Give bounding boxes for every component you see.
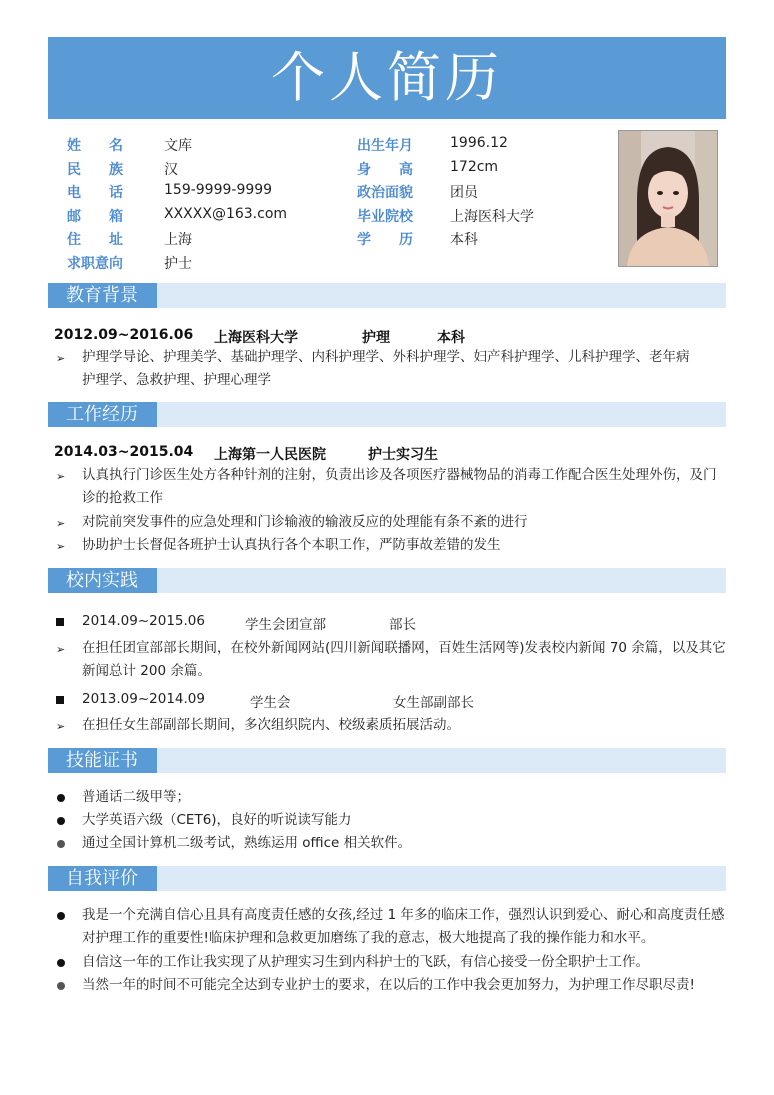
info-label: 电 话 (67, 185, 123, 201)
section-title: 教育背景 (48, 283, 157, 308)
info-value: XXXXX@163.com (164, 206, 288, 222)
info-label: 毕业院校 (357, 209, 413, 225)
round-bullet-icon (57, 794, 65, 802)
round-bullet-icon (57, 912, 65, 920)
arrow-bullet-icon: ➢ (56, 470, 66, 483)
work-item: 协助护士长督促各班护士认真执行各个本职工作，严防事故差错的发生 (82, 537, 501, 553)
info-value: 汉 (164, 162, 178, 178)
section-skills-header (48, 748, 726, 773)
arrow-bullet-icon: ➢ (56, 643, 66, 656)
square-bullet-icon (56, 696, 64, 704)
edu-degree: 本科 (437, 330, 465, 346)
info-value: 159-9999-9999 (164, 182, 273, 198)
info-value: 本科 (450, 232, 478, 248)
square-bullet-icon (56, 618, 64, 626)
self-item: 当然一年的时间不可能完全达到专业护士的要求，在以后的工作中我会更加努力，为护理工作尽职尽责! (82, 977, 695, 993)
round-bullet-icon (57, 840, 65, 848)
info-value: 团员 (450, 185, 478, 201)
resume-title: 个人简历 (48, 37, 726, 119)
campus-desc: 在担任女生部副部长期间，多次组织院内、校级素质拓展活动。 (82, 717, 460, 733)
info-value: 上海医科大学 (450, 209, 534, 225)
campus-org: 学生会团宣部 (245, 617, 326, 633)
campus-desc: 在担任团宣部部长期间，在校外新闻网站(四川新闻联播网，百姓生活网等)发表校内新闻 70 余篇，以及其它新闻总计 200 余篇。 (82, 640, 726, 679)
section-self-header (48, 866, 726, 891)
self-item: 自信这一年的工作让我实现了从护理实习生到内科护士的飞跃，有信心接受一份全职护士工作。 (82, 954, 649, 970)
arrow-bullet-icon: ➢ (56, 517, 66, 530)
campus-period: 2013.09~2014.09 (82, 691, 205, 707)
info-value: 1996.12 (450, 135, 508, 151)
self-item: 我是一个充满自信心且具有高度责任感的女孩,经过 1 年多的临床工作，强烈认识到爱心、耐心和高度责任感对护理工作的重要性!临床护理和急救更加磨练了我的意志，极大地提高了我的操作能力和水平。 (82, 907, 725, 946)
section-title: 校内实践 (48, 568, 157, 593)
info-value: 上海 (164, 232, 192, 248)
edu-courses: 护理学导论、护理美学、基础护理学、内科护理学、外科护理学、妇产科护理学、儿科护理学、老年病护理学、急救护理、护理心理学 (82, 349, 690, 388)
section-title: 工作经历 (48, 402, 157, 427)
work-role: 护士实习生 (368, 447, 438, 463)
section-work-header (48, 402, 726, 427)
section-title: 自我评价 (48, 866, 157, 891)
edu-period: 2012.09~2016.06 (54, 327, 194, 343)
portrait-image (619, 131, 717, 266)
section-title: 技能证书 (48, 748, 157, 773)
info-value: 文库 (164, 138, 192, 154)
skill-item: 大学英语六级（CET6)，良好的听说读写能力 (82, 812, 352, 828)
campus-period: 2014.09~2015.06 (82, 613, 205, 629)
info-value: 护士 (164, 256, 192, 272)
round-bullet-icon (57, 982, 65, 990)
info-label: 身 高 (357, 162, 413, 178)
info-label: 民 族 (67, 162, 123, 178)
section-education-header (48, 283, 726, 308)
profile-photo (618, 130, 718, 267)
campus-org: 学生会 (250, 695, 291, 711)
arrow-bullet-icon: ➢ (56, 540, 66, 553)
info-label: 学 历 (357, 232, 413, 248)
info-label: 住 址 (67, 232, 123, 248)
round-bullet-icon (57, 959, 65, 967)
edu-school: 上海医科大学 (214, 330, 298, 346)
arrow-bullet-icon: ➢ (56, 352, 66, 365)
info-label: 邮 箱 (67, 209, 123, 225)
round-bullet-icon (57, 817, 65, 825)
info-value: 172cm (450, 159, 499, 175)
work-item: 认真执行门诊医生处方各种针剂的注射，负责出诊及各项医疗器械物品的消毒工作配合医生处理外伤，及门诊的抢救工作 (82, 467, 717, 506)
campus-role: 女生部副部长 (393, 695, 474, 711)
info-label: 求职意向 (67, 256, 123, 272)
work-period: 2014.03~2015.04 (54, 444, 194, 460)
campus-role: 部长 (389, 617, 416, 633)
section-campus-header (48, 568, 726, 593)
edu-major: 护理 (362, 330, 390, 346)
arrow-bullet-icon: ➢ (56, 720, 66, 733)
info-label: 出生年月 (357, 138, 413, 154)
work-item: 对院前突发事件的应急处理和门诊输液的输液反应的处理能有条不紊的进行 (82, 514, 528, 530)
info-label: 姓 名 (67, 138, 123, 154)
work-org: 上海第一人民医院 (214, 447, 326, 463)
info-label: 政治面貌 (357, 185, 413, 201)
skill-item: 普通话二级甲等； (82, 789, 190, 805)
skill-item: 通过全国计算机二级考试，熟练运用 office 相关软件。 (82, 835, 412, 851)
